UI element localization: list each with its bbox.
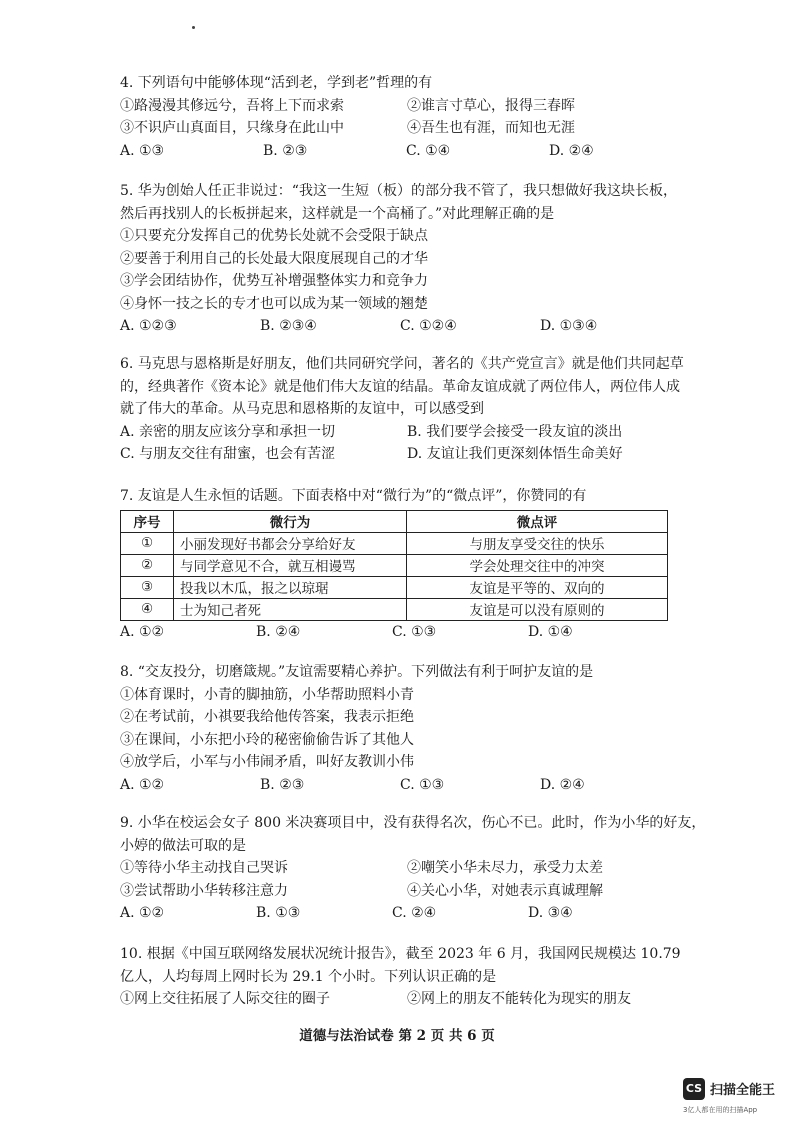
evaluation-table <box>120 510 668 621</box>
answer-choices <box>120 315 680 338</box>
table-row <box>121 554 668 576</box>
column-header: 微行为 <box>174 510 407 532</box>
option-row <box>120 117 680 140</box>
question-stem: 小婷的做法可取的是 <box>120 837 246 854</box>
choice-a: A. ①② <box>120 905 165 921</box>
table-row <box>121 598 668 620</box>
option-1: ①等待小华主动找自己哭诉 <box>120 860 288 876</box>
choice-a: A. ①② <box>120 776 165 793</box>
choice-d: D. ②④ <box>540 776 585 793</box>
scanner-watermark <box>683 1078 793 1118</box>
table-cell: 与朋友享受交往的快乐 <box>407 532 668 554</box>
question-9 <box>120 812 706 925</box>
table-header-row <box>121 510 668 532</box>
table-cell: ② <box>121 554 174 576</box>
answer-choices <box>120 902 680 925</box>
question-stem: 10. 根据《中国互联网络发展状况统计报告》，截至 2023 年 6 月，我国网民规模达 10.79 <box>120 946 681 962</box>
question-stem: 亿人，人均每周上网时长为 29.1 个小时。下列认识正确的是 <box>120 968 497 985</box>
question-4 <box>120 72 680 162</box>
question-stem: 4. 下列语句中能够体现“活到老，学到老”哲理的有 <box>120 75 433 91</box>
choice-c: C. ①④ <box>406 142 451 159</box>
choice-a: A. ①③ <box>120 142 165 159</box>
option-4: ④放学后，小军与小伟闹矛盾，叫好友教训小伟 <box>120 754 414 770</box>
option-2: ②要善于利用自己的长处最大限度展现自己的才华 <box>120 250 428 267</box>
choice-b: B. ②③ <box>263 142 308 159</box>
option-c: C. 与朋友交往有甜蜜，也会有苦涩 <box>120 446 336 462</box>
question-stem: 5. 华为创始人任正非说过：“我这一生短（板）的部分我不管了，我只想做好我这块长板， <box>120 183 677 199</box>
option-row <box>120 443 680 466</box>
table-cell: 投我以木瓜，报之以琼琚 <box>174 576 407 598</box>
option-row <box>120 988 680 1011</box>
choice-a: A. ①② <box>120 623 165 640</box>
option-row <box>120 421 680 444</box>
choice-d: D. ①③④ <box>540 318 598 334</box>
question-10 <box>120 943 680 1011</box>
choice-d: D. ①④ <box>528 623 573 640</box>
choice-b: B. ②③ <box>260 776 305 793</box>
choice-b: B. ②④ <box>256 623 301 640</box>
option-3: ③尝试帮助小华转移注意力 <box>120 882 288 899</box>
option-row <box>120 880 680 903</box>
answer-choices <box>120 621 680 644</box>
table-cell: ④ <box>121 598 174 620</box>
choice-b: B. ①③ <box>256 905 301 921</box>
table-row <box>121 532 668 554</box>
option-4: ④关心小华，对她表示真诚理解 <box>407 882 603 899</box>
option-1: ①网上交往拓展了人际交往的圈子 <box>120 991 330 1007</box>
option-row <box>120 857 680 880</box>
scanner-tagline: 3亿人都在用的扫描App <box>683 1106 758 1114</box>
question-stem: 的，经典著作《资本论》就是他们伟大友谊的结晶。革命友谊成就了两位伟人，两位伟人成 <box>120 378 680 395</box>
question-stem: 7. 友谊是人生永恒的话题。下面表格中对“微行为”的“微点评”，你赞同的有 <box>120 488 587 504</box>
question-stem: 然后再找别人的长板拼起来，这样就是一个高桶了。”对此理解正确的是 <box>120 205 555 222</box>
question-6 <box>120 353 684 466</box>
option-2: ②网上的朋友不能转化为现实的朋友 <box>407 991 631 1007</box>
choice-d: D. ③④ <box>528 905 573 921</box>
option-b: B. 我们要学会接受一段友谊的淡出 <box>407 423 623 440</box>
choice-c: C. ①②④ <box>400 318 457 334</box>
cs-logo-icon: CS <box>683 1078 705 1100</box>
question-stem: 9. 小华在校运会女子 800 米决赛项目中，没有获得名次，伤心不已。此时，作为小华的好友， <box>120 815 706 831</box>
table-cell: 友谊是平等的、双向的 <box>407 576 668 598</box>
question-8 <box>120 661 680 796</box>
answer-choices <box>120 140 680 163</box>
option-4: ④身怀一技之长的专才也可以成为某一领域的翘楚 <box>120 295 428 312</box>
table-cell: ③ <box>121 576 174 598</box>
question-7 <box>120 485 680 643</box>
table-cell: 友谊是可以没有原则的 <box>407 598 668 620</box>
choice-d: D. ②④ <box>549 142 594 159</box>
choice-c: C. ①③ <box>400 776 445 793</box>
speck-mark <box>192 26 195 29</box>
option-d: D. 友谊让我们更深刻体悟生命美好 <box>407 446 623 462</box>
option-1: ①只要充分发挥自己的优势长处就不会受限于缺点 <box>120 228 428 244</box>
option-3: ③学会团结协作，优势互补增强整体实力和竞争力 <box>120 273 428 289</box>
page-footer: 道德与法治试卷 第 2 页 共 6 页 <box>299 1028 495 1044</box>
table-row <box>121 576 668 598</box>
option-a: A. 亲密的朋友应该分享和承担一切 <box>120 423 336 440</box>
table-cell: 学会处理交往中的冲突 <box>407 554 668 576</box>
question-stem: 就了伟大的革命。从马克思和恩格斯的友谊中，可以感受到 <box>120 401 484 417</box>
option-2: ②嘲笑小华未尽力，承受力太差 <box>407 860 603 876</box>
question-stem: 6. 马克思与恩格斯是好朋友，他们共同研究学问，著名的《共产党宣言》就是他们共同起草 <box>120 356 684 372</box>
option-4: ④吾生也有涯，而知也无涯 <box>407 120 575 136</box>
choice-c: C. ②④ <box>392 905 437 921</box>
question-stem: 8. “交友投分，切磨箴规。”友谊需要精心养护。下列做法有利于呵护友谊的是 <box>120 664 594 680</box>
table-cell: 士为知己者死 <box>174 598 407 620</box>
question-5 <box>120 180 680 338</box>
table-cell: ① <box>121 532 174 554</box>
table-cell: 小丽发现好书都会分享给好友 <box>174 532 407 554</box>
choice-c: C. ①③ <box>392 623 437 640</box>
option-1: ①体育课时，小青的脚抽筋，小华帮助照料小青 <box>120 686 414 703</box>
choice-b: B. ②③④ <box>260 318 317 334</box>
answer-choices <box>120 774 680 797</box>
option-3: ③在课间，小东把小玲的秘密偷偷告诉了其他人 <box>120 731 414 748</box>
option-3: ③不识庐山真面目，只缘身在此山中 <box>120 120 344 136</box>
option-1: ①路漫漫其修远兮，吾将上下而求索 <box>120 97 344 114</box>
option-2: ②在考试前，小祺要我给他传答案，我表示拒绝 <box>120 709 414 725</box>
option-2: ②谁言寸草心，报得三春晖 <box>407 97 575 114</box>
table-cell: 与同学意见不合，就互相谩骂 <box>174 554 407 576</box>
choice-a: A. ①②③ <box>120 318 177 334</box>
scanner-app-name: 扫描全能王 <box>710 1083 776 1098</box>
column-header: 序号 <box>121 510 174 532</box>
option-row <box>120 95 680 118</box>
column-header: 微点评 <box>407 510 668 532</box>
